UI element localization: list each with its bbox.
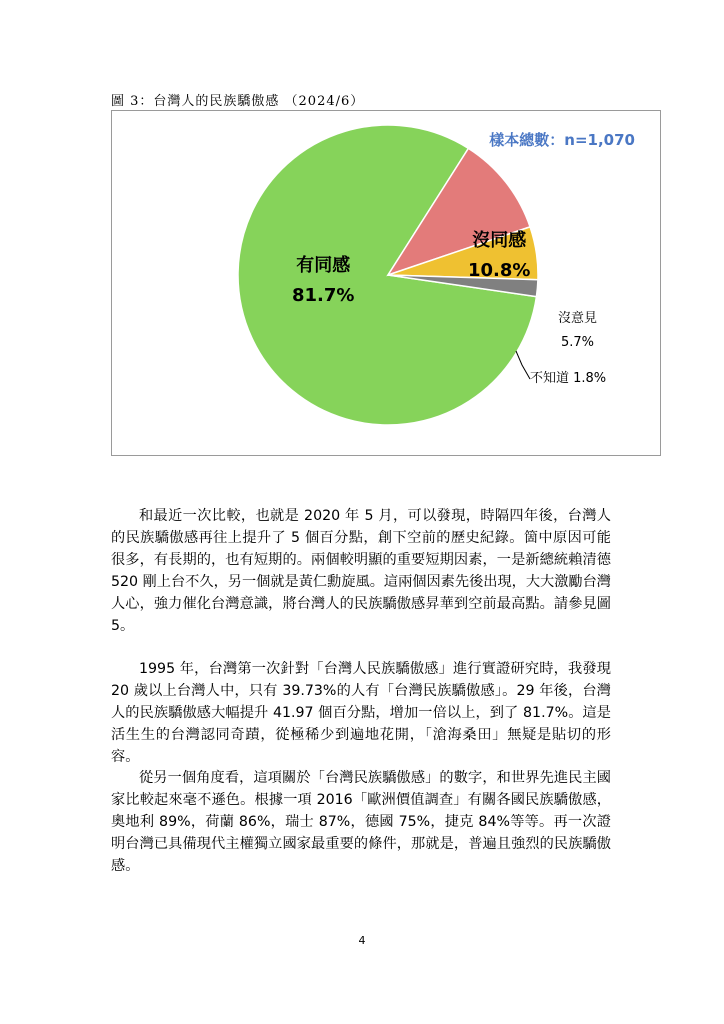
- slice-label-agree: [292, 251, 354, 311]
- page-number: 4: [358, 934, 366, 947]
- paragraph-1: [111, 505, 611, 637]
- slice-value-dont-know: 不知道 1.8%: [530, 371, 607, 386]
- pie-chart-canvas: [112, 111, 660, 455]
- slice-value-agree: 81.7%: [292, 285, 355, 306]
- sample-size-label: 樣本總數：n=1,070: [489, 131, 635, 149]
- paragraph-2-text: 1995 年，台灣第一次針對「台灣人民族驕傲感」進行實證研究時，我發現 20 歲以上台灣人中，只有 39.73%的人有「台灣民族驕傲感」。29 年後，台灣人的民族驕傲感大幅提升 41.97 個百分點，增加一倍以上，到了 81.7%。這是活生生的台灣認同奇蹟，從極稀少到遍地花開，「滄海桑田」無疑是貼切的形容。: [111, 661, 611, 765]
- slice-value-no-opinion: 5.7%: [560, 335, 595, 350]
- slice-name-disagree: 沒同感: [472, 230, 527, 251]
- paragraph-2: [111, 658, 611, 768]
- slice-label-disagree: [468, 226, 530, 286]
- slice-value-disagree: 10.8%: [468, 260, 531, 281]
- paragraph-3: [111, 767, 611, 877]
- slice-name-no-opinion: 沒意見: [558, 311, 598, 326]
- figure-caption: 圖 3：台灣人的民族驕傲感 （2024/6）: [111, 94, 365, 109]
- slice-label-dont-know: [530, 367, 606, 391]
- leader-line-dont-know: [516, 351, 530, 379]
- slice-label-no-opinion: [558, 307, 597, 355]
- paragraph-1-text: 和最近一次比較，也就是 2020 年 5 月，可以發現，時隔四年後，台灣人的民族驕傲感再往上提升了 5 個百分點，創下空前的歷史紀錄。箇中原因可能很多，有長期的，也有短期的。兩個較明顯的重要短期因素，一是新總統賴清德 520 剛上台不久，另一個就是黃仁勳旋風。這兩個因素先後出現，大大激勵台灣人心，強力催化台灣意識，將台灣人的民族驕傲感昇華到空前最高點。請參見圖 5。: [111, 508, 611, 634]
- pie-chart: [111, 110, 661, 456]
- slice-name-agree: 有同感: [296, 255, 351, 276]
- paragraph-3-text: 從另一個角度看，這項關於「台灣民族驕傲感」的數字，和世界先進民主國家比較起來毫不遜色。根據一項 2016「歐洲價值調查」有關各國民族驕傲感，奧地利 89%，荷蘭 86%，瑞士 87%，德國 75%，捷克 84%等等。再一次證明台灣已具備現代主權獨立國家最重要的條件，那就是，普遍且強烈的民族驕傲感。: [111, 770, 611, 874]
